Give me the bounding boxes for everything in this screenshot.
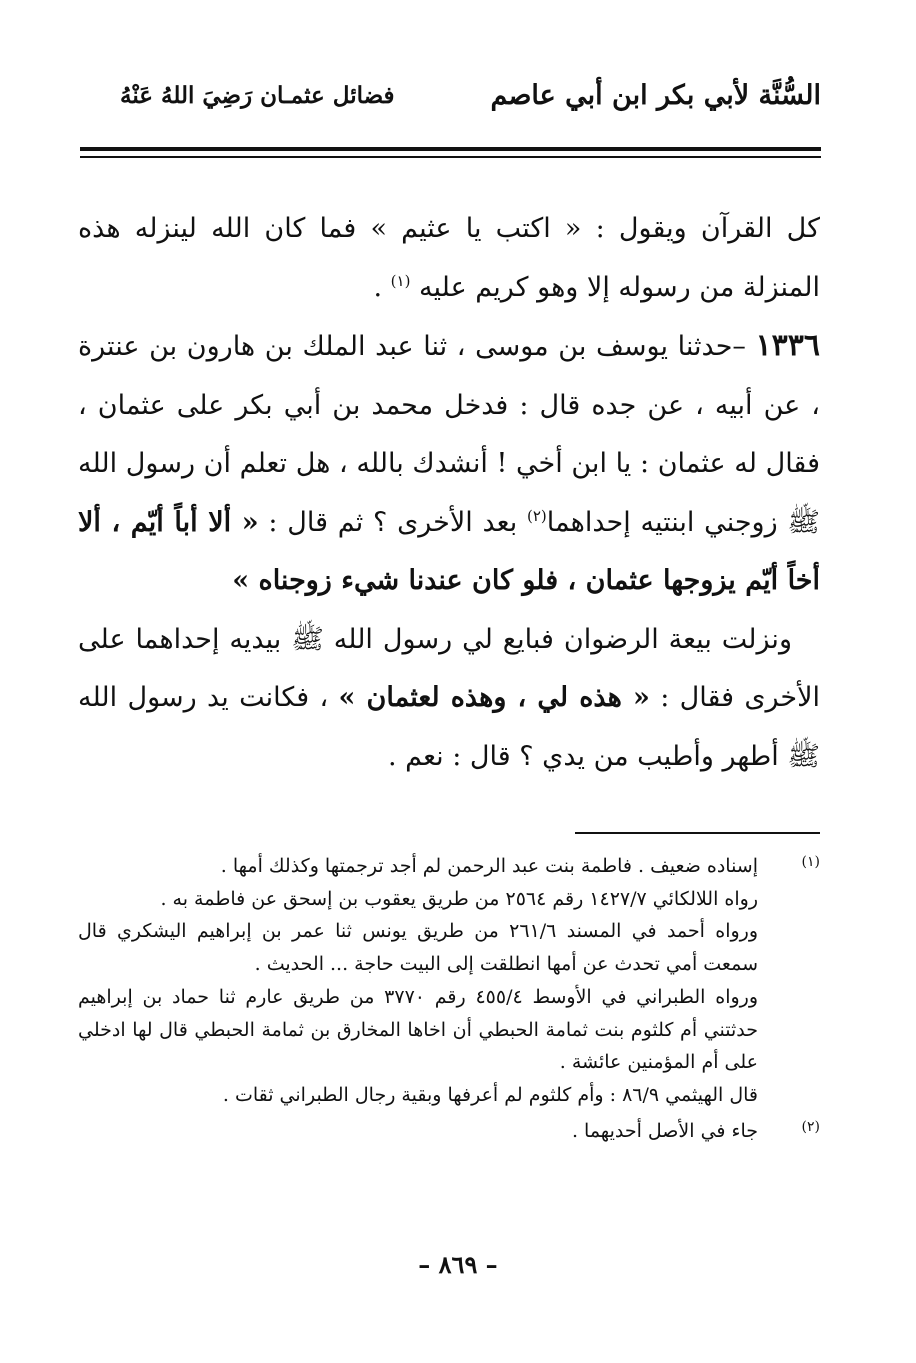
- footnote-line: ورواه أحمد في المسند ٢٦١/٦ من طريق يونس ثنا عمر بن إبراهيم اليشكري قال سمعت أمي تحدث عن أمها انطلقت إلى البيت حاجة ... الحديث .: [78, 920, 758, 976]
- footnote-2: [78, 1115, 820, 1148]
- footnote-line: قال الهيثمي ٨٦/٩ : وأم كلثوم لم أعرفها وبقية رجال الطبراني ثقات .: [222, 1083, 758, 1106]
- paragraph-text: ونزلت بيعة الرضوان فبايع لي رسول الله ﷺ بيديه إحداهما على الأخرى فقال :: [78, 623, 821, 713]
- hadith-text-mid: بعد الأخرى ؟ ثم قال :: [258, 506, 527, 538]
- footnote-separator: [575, 832, 820, 834]
- hadith-text: –حدثنا يوسف بن موسى ، ثنا عبد الملك بن هارون بن عنترة ، عن أبيه ، عن جده قال : فدخل محمد بن أبي بكر على عثمان ، فقال له عثمان : يا ابن أخي ! أنشدك بالله ، هل تعلم أن رسول الله ﷺ زوجني ابنتيه إحداهما: [78, 331, 820, 538]
- footnote-body: [78, 1115, 758, 1148]
- page-number: – ٨٦٩ –: [418, 1250, 498, 1279]
- footnote-ref-1: (١): [390, 271, 411, 290]
- hadith-number: ١٣٣٦: [755, 328, 820, 363]
- header-rule-thin: [80, 156, 821, 158]
- paragraph: [78, 611, 820, 787]
- footnote-line: رواه اللالكائي ١٤٢٧/٧ رقم ٢٥٦٤ من طريق يعقوب بن إسحق عن فاطمة به .: [160, 887, 758, 910]
- quote: « هذه لي ، وهذه لعثمان »: [338, 682, 650, 713]
- hadith-paragraph: [78, 317, 820, 611]
- paragraph-end: .: [373, 271, 391, 303]
- chapter-title: فضائل عثمـان رَضِيَ اللهُ عَنْهُ: [120, 81, 395, 109]
- running-header: [120, 70, 821, 120]
- hadith-quote: « ألا أباً أيّم ، ألا أخاً أيّم يزوجها عثمان ، فلو كان عندنا شيء زوجناه »: [78, 506, 820, 596]
- footnotes: [78, 850, 820, 1150]
- footnote-line: ورواه الطبراني في الأوسط ٤٥٥/٤ رقم ٣٧٧٠ من طريق عارم ثنا حماد بن إبراهيم حدثتني أم كلثوم بنت ثمامة الحبطي أن اخاها المخارق بن ثمامة الحبطي قال لها ادخلي على أم المؤمنين عائشة .: [78, 985, 758, 1074]
- footnote-ref-2: (٢): [526, 506, 547, 525]
- paragraph-end: ، فكانت يد رسول الله ﷺ أطهر وأطيب من يدي ؟ قال : نعم .: [78, 682, 820, 772]
- footnote-line: جاء في الأصل أحديهما .: [571, 1119, 758, 1142]
- footnote-marker: (١): [801, 854, 820, 870]
- paragraph-text: كل القرآن ويقول : « اكتب يا عثيم » فما كان الله لينزله هذه المنزلة من رسوله إلا وهو كريم عليه: [78, 213, 820, 303]
- footnote-line: إسناده ضعيف . فاطمة بنت عبد الرحمن لم أجد ترجمتها وكذلك أمها .: [220, 855, 758, 877]
- footnote-marker: (٢): [801, 1118, 820, 1135]
- header-rule-thick: [80, 147, 821, 151]
- paragraph-continuation: [78, 200, 820, 317]
- footnote-1: [78, 850, 820, 1112]
- book-title: السُّنَّة لأبي بكر ابن أبي عاصم: [490, 79, 821, 111]
- footnote-body: [78, 850, 758, 1112]
- main-text: [78, 200, 820, 786]
